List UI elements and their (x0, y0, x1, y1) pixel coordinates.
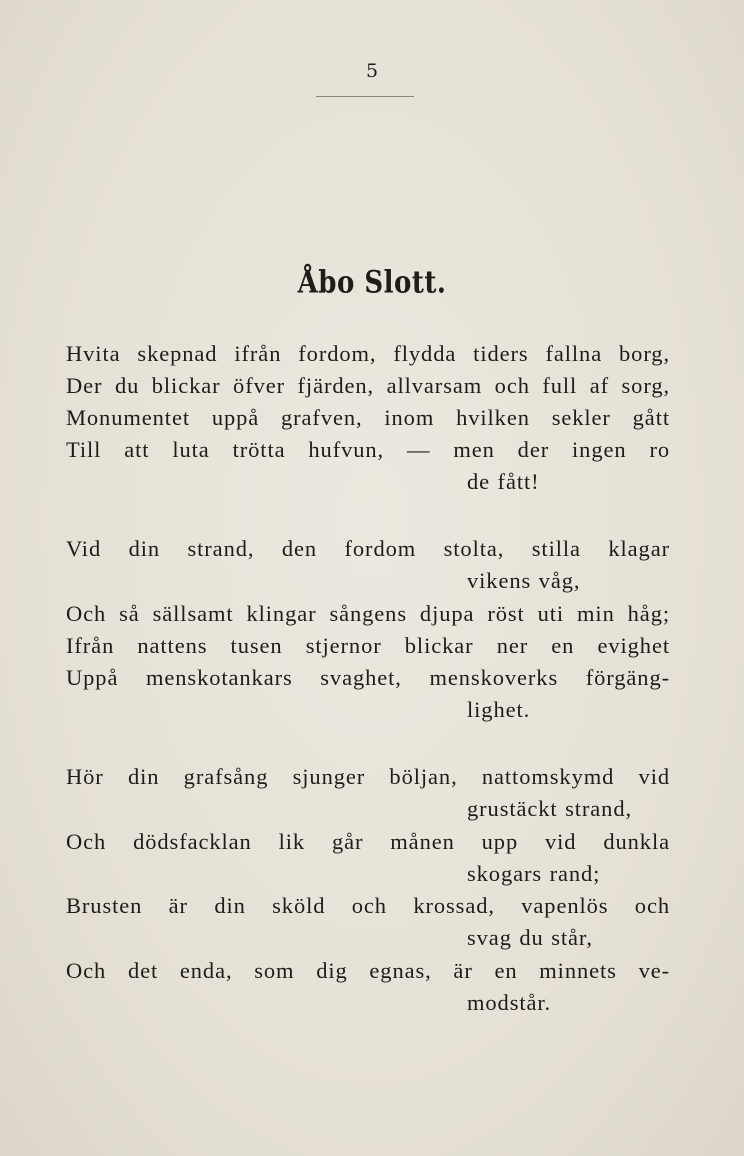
poem-line: Hör din grafsång sjunger böljan, nattomskymd vid (66, 764, 670, 789)
poem-line: lighet. (467, 697, 531, 722)
poem-line: de fått! (467, 469, 540, 494)
page-number: 5 (365, 60, 379, 82)
poem-line: Uppå menskotankars svaghet, menskoverks förgäng- (66, 665, 670, 690)
poem-line: svag du står, (467, 925, 593, 950)
poem-line: Der du blickar öfver fjärden, allvarsam och full af sorg, (66, 373, 670, 398)
header-rule (316, 96, 414, 97)
poem-line: Vid din strand, den fordom stolta, stilla klagar (66, 536, 670, 561)
poem-line: Till att luta trötta hufvun, — men der ingen ro (66, 437, 670, 462)
poem-line: grustäckt strand, (467, 796, 633, 821)
poem-line: Brusten är din sköld och krossad, vapenlös och (66, 893, 670, 918)
poem-line: Monumentet uppå grafven, inom hvilken sekler gått (66, 405, 670, 430)
poem-line: skogars rand; (467, 861, 601, 886)
poem-line: Och det enda, som dig egnas, är en minnets ve- (66, 958, 670, 983)
poem-line: modstår. (467, 990, 552, 1015)
poem-line: Och så sällsamt klingar sångens djupa röst uti min håg; (66, 601, 670, 626)
poem-line: Och dödsfacklan lik går månen upp vid dunkla (66, 829, 670, 854)
poem-title: Åbo Slott. (297, 265, 447, 301)
poem-line: Ifrån nattens tusen stjernor blickar ner en evighet (66, 633, 670, 658)
poem-line: Hvita skepnad ifrån fordom, flydda tiders fallna borg, (66, 341, 670, 366)
poem-line: vikens våg, (467, 568, 581, 593)
